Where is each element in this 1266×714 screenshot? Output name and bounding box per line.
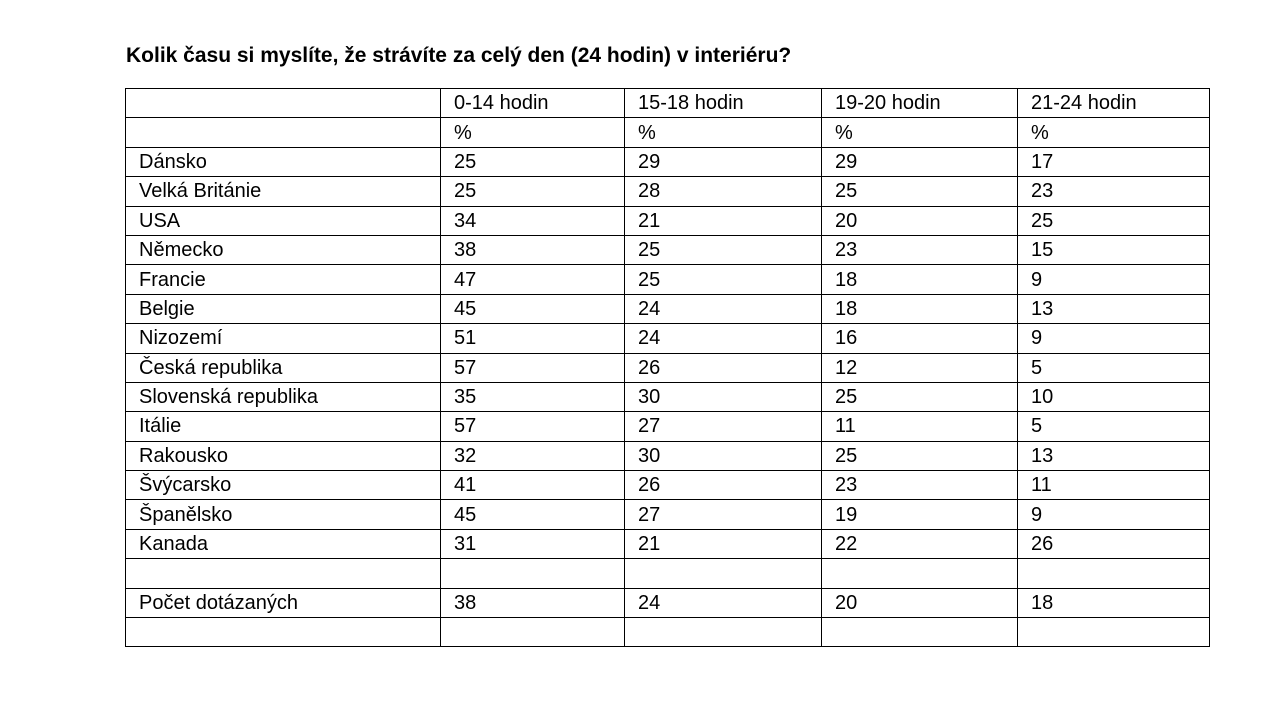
value-cell: 21 [625,529,822,558]
value-cell: 25 [822,441,1018,470]
value-cell: 11 [1018,471,1210,500]
value-cell: 25 [441,177,625,206]
row-label-cell [126,559,441,588]
units-row [126,118,1210,147]
value-cell: 51 [441,324,625,353]
value-cell: 19 [822,500,1018,529]
table-row [126,353,1210,382]
table-row [126,265,1210,294]
header-row [126,89,1210,118]
row-label-cell: Francie [126,265,441,294]
value-cell [625,618,822,647]
row-label-cell: Slovenská republika [126,382,441,411]
value-cell: 18 [822,294,1018,323]
value-cell: 9 [1018,324,1210,353]
value-cell: 18 [1018,588,1210,617]
value-cell: 25 [625,265,822,294]
value-cell: 21-24 hodin [1018,89,1210,118]
value-cell: 21 [625,206,822,235]
value-cell [441,559,625,588]
value-cell: 25 [441,147,625,176]
table-row [126,177,1210,206]
value-cell: 23 [1018,177,1210,206]
value-cell: 41 [441,471,625,500]
value-cell: 24 [625,294,822,323]
row-label-cell [126,89,441,118]
value-cell [1018,559,1210,588]
value-cell: 15 [1018,235,1210,264]
blank-row [126,559,1210,588]
value-cell: 25 [822,382,1018,411]
value-cell: 26 [625,471,822,500]
value-cell: 29 [822,147,1018,176]
row-label-cell: USA [126,206,441,235]
value-cell: 27 [625,500,822,529]
value-cell [822,559,1018,588]
row-label-cell [126,118,441,147]
value-cell: 27 [625,412,822,441]
value-cell: 45 [441,500,625,529]
value-cell: 5 [1018,353,1210,382]
row-label-cell: Itálie [126,412,441,441]
row-label-cell: Dánsko [126,147,441,176]
value-cell: 30 [625,441,822,470]
value-cell: % [441,118,625,147]
value-cell: 18 [822,265,1018,294]
row-label-cell [126,618,441,647]
table-row [126,471,1210,500]
value-cell: 29 [625,147,822,176]
value-cell [441,618,625,647]
value-cell: 0-14 hodin [441,89,625,118]
value-cell [1018,618,1210,647]
table-row [126,206,1210,235]
table-row [126,382,1210,411]
value-cell: 47 [441,265,625,294]
value-cell: 5 [1018,412,1210,441]
row-label-cell: Nizozemí [126,324,441,353]
value-cell: 9 [1018,265,1210,294]
table-row [126,294,1210,323]
value-cell: 25 [625,235,822,264]
value-cell: 34 [441,206,625,235]
value-cell: 15-18 hodin [625,89,822,118]
value-cell: 10 [1018,382,1210,411]
value-cell: 17 [1018,147,1210,176]
value-cell: % [1018,118,1210,147]
table-row [126,529,1210,558]
value-cell: 9 [1018,500,1210,529]
row-label-cell: Španělsko [126,500,441,529]
table-row [126,147,1210,176]
row-label-cell: Velká Británie [126,177,441,206]
row-label-cell: Česká republika [126,353,441,382]
value-cell: 24 [625,324,822,353]
value-cell: 57 [441,412,625,441]
value-cell: 26 [625,353,822,382]
value-cell: 57 [441,353,625,382]
survey-table [125,88,1210,647]
value-cell: 16 [822,324,1018,353]
table-row [126,441,1210,470]
table-row [126,500,1210,529]
value-cell: 38 [441,235,625,264]
value-cell: 38 [441,588,625,617]
value-cell: 30 [625,382,822,411]
table-row [126,324,1210,353]
value-cell: 11 [822,412,1018,441]
value-cell: 20 [822,206,1018,235]
row-label-cell: Kanada [126,529,441,558]
row-label-cell: Počet dotázaných [126,588,441,617]
value-cell: 23 [822,235,1018,264]
value-cell: 31 [441,529,625,558]
value-cell [625,559,822,588]
row-label-cell: Německo [126,235,441,264]
value-cell: 12 [822,353,1018,382]
value-cell: 25 [1018,206,1210,235]
table-row [126,412,1210,441]
value-cell: 45 [441,294,625,323]
value-cell: % [625,118,822,147]
value-cell: 28 [625,177,822,206]
value-cell: 26 [1018,529,1210,558]
row-label-cell: Švýcarsko [126,471,441,500]
value-cell: 24 [625,588,822,617]
value-cell: 23 [822,471,1018,500]
value-cell: 32 [441,441,625,470]
row-label-cell: Rakousko [126,441,441,470]
value-cell: 20 [822,588,1018,617]
value-cell: 13 [1018,294,1210,323]
value-cell: 19-20 hodin [822,89,1018,118]
survey-table-body [126,89,1210,647]
value-cell [822,618,1018,647]
table-row [126,235,1210,264]
trailing-blank-row [126,618,1210,647]
total-row [126,588,1210,617]
value-cell: 35 [441,382,625,411]
value-cell: 25 [822,177,1018,206]
row-label-cell: Belgie [126,294,441,323]
document-title: Kolik času si myslíte, že strávíte za celý den (24 hodin) v interiéru? [126,44,792,67]
value-cell: 22 [822,529,1018,558]
value-cell: % [822,118,1018,147]
value-cell: 13 [1018,441,1210,470]
